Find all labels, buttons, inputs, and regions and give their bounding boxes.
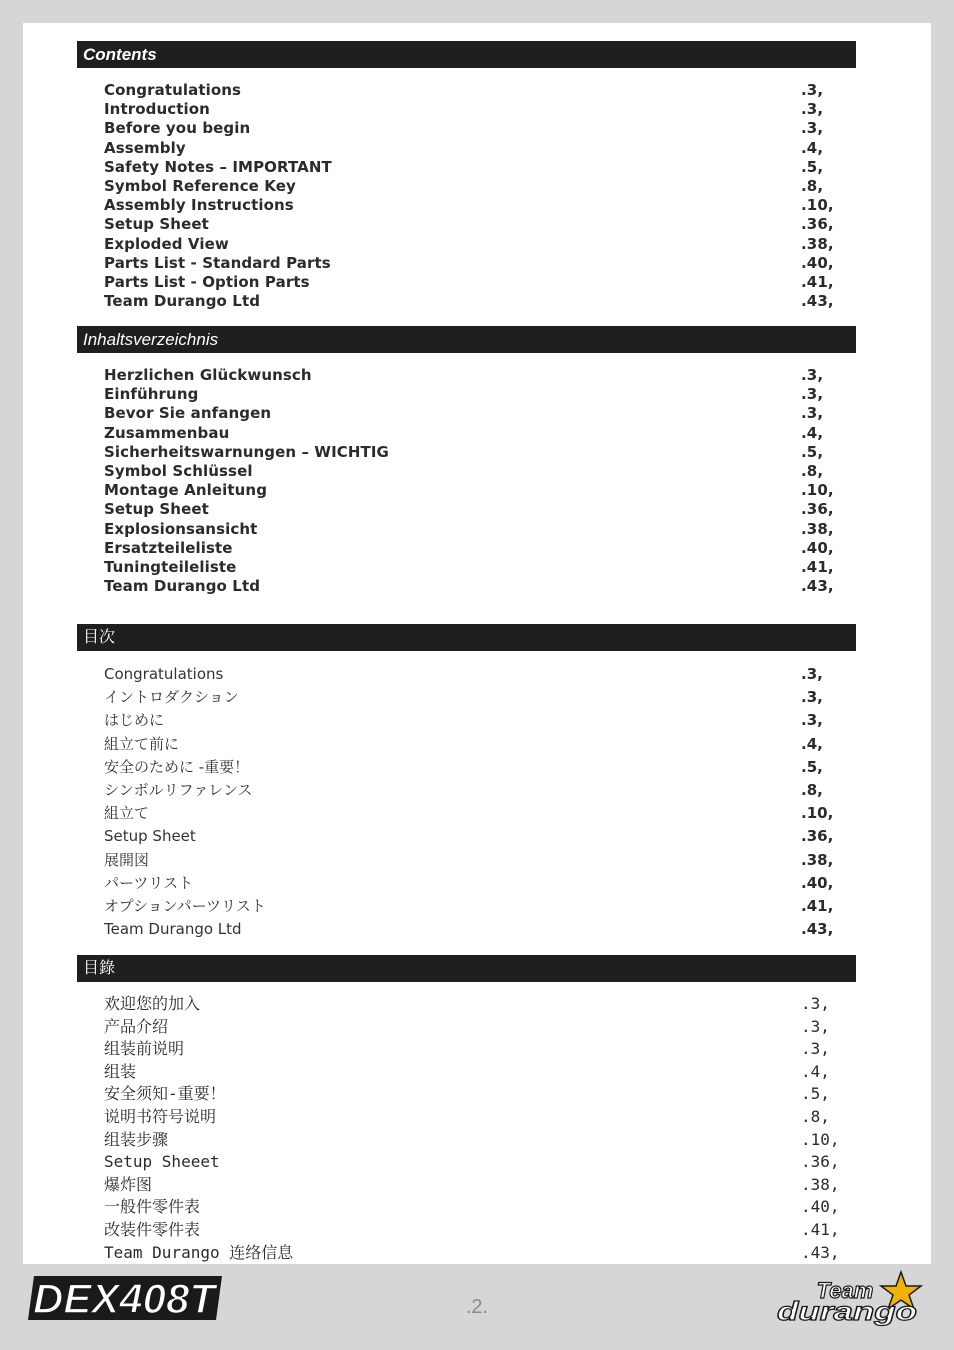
- toc-entry-label: はじめに: [104, 711, 165, 730]
- toc-entry: [104, 686, 832, 709]
- contents-list-japanese: [104, 663, 832, 941]
- toc-entry-label: Bevor Sie anfangen: [104, 404, 272, 423]
- toc-entry: [104, 1084, 832, 1107]
- toc-entry-label: シンボルリファレンス: [104, 780, 253, 799]
- toc-entry: [104, 918, 832, 941]
- toc-entry: [104, 215, 832, 234]
- toc-entry-label: 欢迎您的加入: [104, 994, 201, 1013]
- toc-entry: [104, 235, 832, 254]
- toc-entry-label: Parts List - Standard Parts: [104, 253, 331, 272]
- toc-entry-label: Zusammenbau: [104, 423, 230, 442]
- toc-entry-page: .38,: [801, 234, 834, 253]
- toc-entry: [104, 366, 832, 385]
- toc-entry: [104, 756, 832, 779]
- toc-entry-label: 爆炸图: [104, 1174, 153, 1194]
- toc-entry: [104, 81, 832, 100]
- toc-entry: [104, 825, 832, 848]
- toc-entry-page: .43,: [801, 577, 834, 596]
- toc-entry: [104, 709, 832, 732]
- toc-entry-label: 说明书符号说明: [104, 1106, 217, 1126]
- page-number: .2.: [465, 1296, 489, 1318]
- toc-entry-label: Tuningteileliste: [104, 557, 237, 576]
- toc-entry: [104, 994, 832, 1017]
- toc-entry-label: 组装前说明: [104, 1039, 185, 1059]
- toc-entry-page: .41,: [801, 1219, 840, 1239]
- toc-entry: [104, 462, 832, 481]
- manual-page: [23, 23, 931, 1264]
- toc-entry-page: .10,: [801, 1129, 840, 1149]
- toc-entry-page: .8,: [801, 1106, 830, 1126]
- toc-entry: [104, 577, 832, 596]
- toc-entry-label: Explosionsansicht: [104, 519, 258, 538]
- toc-entry-page: .10,: [801, 481, 834, 500]
- toc-entry-page: .40,: [801, 538, 834, 557]
- toc-entry-label: Introduction: [104, 100, 210, 119]
- toc-entry-page: .5,: [801, 757, 823, 776]
- toc-entry-page: .43,: [801, 1242, 840, 1262]
- toc-entry-label: 改装件零件表: [104, 1219, 201, 1239]
- toc-entry-page: .43,: [801, 292, 834, 311]
- toc-entry-label: Symbol Reference Key: [104, 176, 296, 195]
- toc-entry-label: オプションパーツリスト: [104, 896, 266, 915]
- toc-entry: [104, 520, 832, 539]
- toc-entry-page: .3,: [801, 119, 824, 138]
- toc-entry: [104, 100, 832, 119]
- toc-entry-label: Setup Sheet: [104, 500, 209, 519]
- toc-entry-label: 一般件零件表: [104, 1197, 201, 1217]
- toc-entry: [104, 481, 832, 500]
- toc-entry-page: .10,: [801, 196, 834, 215]
- toc-entry-page: .38,: [801, 1174, 840, 1194]
- toc-entry: [104, 558, 832, 577]
- toc-entry: [104, 1062, 832, 1085]
- toc-entry-label: 組立て前に: [104, 734, 180, 753]
- toc-entry: [104, 385, 832, 404]
- toc-entry-label: 展開図: [104, 850, 150, 869]
- toc-entry: [104, 1017, 832, 1040]
- toc-entry: [104, 443, 832, 462]
- toc-entry: [104, 663, 832, 686]
- toc-entry: [104, 1129, 840, 1153]
- toc-entry: [104, 424, 832, 443]
- toc-entry-label: Setup Sheet: [104, 827, 196, 846]
- chinese-contents-header: 目錄: [77, 955, 856, 982]
- toc-entry-label: Montage Anleitung: [104, 481, 268, 500]
- toc-entry: [104, 500, 832, 519]
- toc-entry: [104, 139, 832, 158]
- toc-entry-label: Parts List - Option Parts: [104, 272, 310, 291]
- toc-entry-label: 产品介绍: [104, 1016, 169, 1036]
- toc-entry-page: .36,: [801, 827, 834, 846]
- toc-entry-label: Setup Sheet: [104, 215, 209, 234]
- toc-entry-label: Herzlichen Glückwunsch: [104, 366, 312, 384]
- team-durango-logo-durango: durango: [777, 1296, 918, 1326]
- toc-entry-page: .3,: [801, 665, 823, 683]
- toc-entry-label: Congratulations: [104, 665, 224, 683]
- toc-entry-page: .5,: [801, 157, 824, 176]
- toc-entry-page: .43,: [801, 920, 834, 939]
- toc-entry-page: .36,: [801, 1152, 840, 1172]
- toc-entry: [104, 1197, 840, 1220]
- contents-list-german: [104, 366, 832, 596]
- toc-entry: [104, 1174, 840, 1198]
- toc-entry: [104, 119, 832, 138]
- toc-entry-label: Before you begin: [104, 119, 251, 138]
- toc-entry: [104, 404, 832, 423]
- toc-entry-page: .38,: [801, 519, 834, 538]
- toc-entry: [104, 273, 832, 292]
- toc-entry-page: .4,: [801, 423, 824, 442]
- toc-entry-label: Assembly: [104, 138, 186, 157]
- toc-entry-page: .3,: [801, 711, 823, 730]
- toc-entry: [104, 733, 832, 756]
- toc-entry-label: Ersatzteileliste: [104, 538, 233, 557]
- contents-list-chinese: [104, 994, 840, 1265]
- toc-entry-page: .4,: [801, 734, 823, 753]
- toc-entry-page: .41,: [801, 557, 834, 576]
- contents-list-english: [104, 81, 832, 311]
- toc-entry-label: Team Durango Ltd: [104, 577, 261, 596]
- toc-entry: [104, 254, 832, 273]
- toc-entry-label: Setup Sheeet: [104, 1152, 220, 1172]
- toc-entry-label: Assembly Instructions: [104, 196, 294, 215]
- toc-entry-page: .41,: [801, 272, 834, 291]
- toc-entry-page: .3,: [801, 100, 824, 119]
- toc-entry-page: .4,: [801, 1061, 830, 1081]
- inhaltsverzeichnis-header: Inhaltsverzeichnis: [77, 326, 856, 353]
- toc-entry-page: .10,: [801, 804, 834, 823]
- toc-entry-page: .38,: [801, 850, 834, 869]
- toc-entry: [104, 177, 832, 196]
- toc-entry: [104, 872, 832, 895]
- toc-entry-label: Safety Notes – IMPORTANT: [104, 157, 332, 176]
- toc-entry: [104, 895, 832, 918]
- toc-entry-label: Team Durango Ltd: [104, 920, 242, 939]
- toc-entry: [104, 849, 832, 872]
- toc-entry-page: .8,: [801, 176, 824, 195]
- toc-entry: [104, 539, 832, 558]
- toc-entry-label: Symbol Schlüssel: [104, 461, 253, 480]
- toc-entry: [104, 1152, 840, 1175]
- japanese-contents-header: 目次: [77, 624, 856, 651]
- toc-entry: [104, 1107, 832, 1130]
- toc-entry-label: 安全须知-重要！: [104, 1084, 226, 1104]
- dex408t-logo-text: DEX408T: [33, 1275, 219, 1322]
- toc-entry-page: .36,: [801, 500, 834, 519]
- toc-entry-label: パーツリスト: [104, 873, 194, 892]
- toc-entry-label: Team Durango 连络信息: [104, 1242, 294, 1262]
- toc-entry-page: .3,: [801, 366, 824, 384]
- toc-entry-page: .3,: [801, 81, 824, 99]
- team-durango-logo: [775, 1270, 933, 1334]
- contents-header: Contents: [77, 41, 856, 68]
- toc-entry-label: Exploded View: [104, 234, 229, 253]
- toc-entry-page: .4,: [801, 138, 824, 157]
- toc-entry-label: Team Durango Ltd: [104, 292, 261, 311]
- toc-entry: [104, 1242, 840, 1266]
- toc-entry-page: .8,: [801, 461, 824, 480]
- toc-entry-page: .3,: [801, 385, 824, 404]
- toc-entry-label: イントロダクション: [104, 688, 239, 707]
- toc-entry: [104, 802, 832, 825]
- team-durango-logo-team: Team: [816, 1278, 874, 1303]
- toc-entry: [104, 158, 832, 177]
- toc-entry: [104, 1039, 832, 1062]
- toc-entry-page: .3,: [801, 994, 830, 1013]
- toc-entry-page: .41,: [801, 896, 834, 915]
- toc-entry: [104, 1219, 840, 1243]
- toc-entry-label: Sicherheitswarnungen – WICHTIG: [104, 442, 389, 461]
- toc-entry-label: 組立て: [104, 804, 150, 823]
- toc-entry-page: .3,: [801, 688, 823, 707]
- toc-entry-label: Einführung: [104, 385, 199, 404]
- toc-entry-label: 安全のために -重要！: [104, 757, 250, 776]
- toc-entry-page: .40,: [801, 253, 834, 272]
- toc-entry-label: 组装步骤: [104, 1129, 169, 1149]
- toc-entry-page: .5,: [801, 1084, 830, 1104]
- toc-entry-page: .40,: [801, 873, 834, 892]
- toc-entry-page: .3,: [801, 1016, 830, 1036]
- toc-entry-label: 组装: [104, 1061, 137, 1081]
- toc-entry-page: .5,: [801, 442, 824, 461]
- toc-entry-page: .40,: [801, 1197, 840, 1217]
- toc-entry: [104, 779, 832, 802]
- toc-entry-page: .36,: [801, 215, 834, 234]
- toc-entry-page: .3,: [801, 1039, 830, 1059]
- toc-entry-label: Congratulations: [104, 81, 242, 99]
- toc-entry: [104, 196, 832, 215]
- toc-entry-page: .3,: [801, 404, 824, 423]
- toc-entry: [104, 292, 832, 311]
- toc-entry-page: .8,: [801, 780, 823, 799]
